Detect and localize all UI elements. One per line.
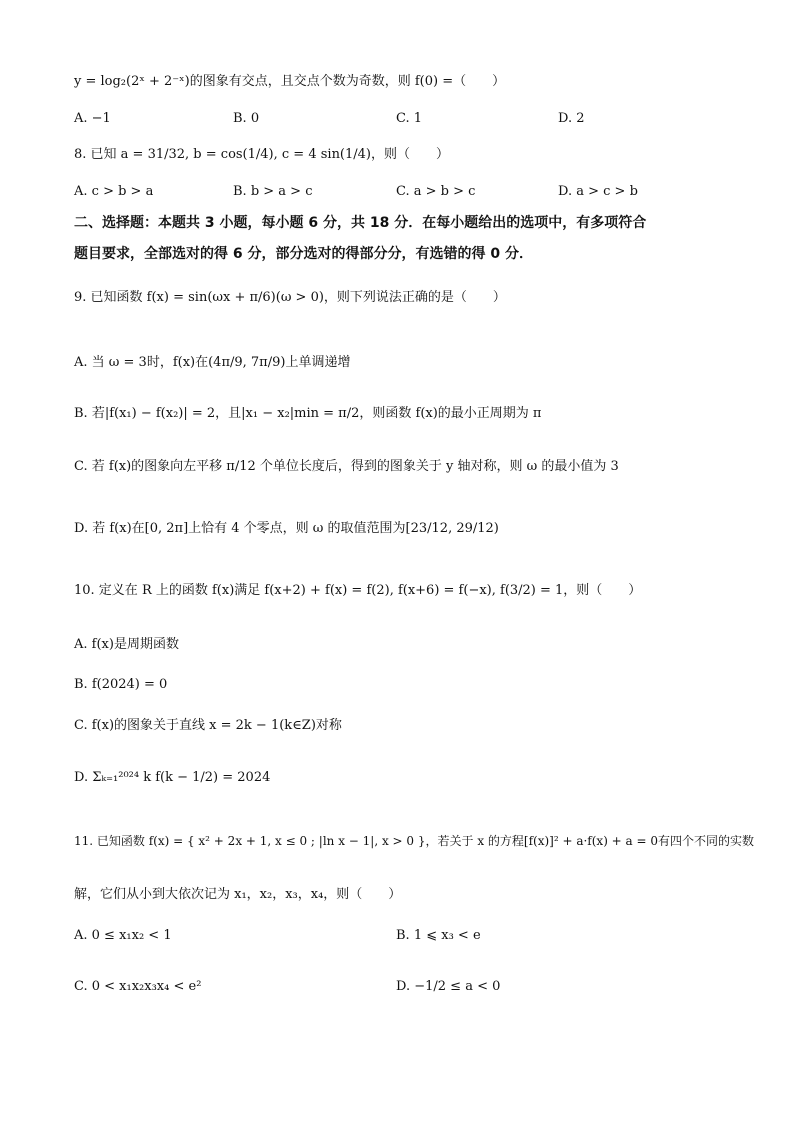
q9-option-a: A. 当 ω = 3时，f(x)在(4π/9, 7π/9)上单调递增: [74, 355, 351, 370]
q11-option-a: A. 0 ≤ x₁x₂ < 1: [74, 928, 172, 943]
q11-option-d: D. −1/2 ≤ a < 0: [396, 979, 501, 994]
q8-option-b: B. b > a > c: [233, 184, 313, 199]
q10-stem: 10. 定义在 R 上的函数 f(x)满足 f(x+2) + f(x) = f(2), f(x+6) = f(−x), f(3/2) = 1，则（ ）: [74, 583, 642, 598]
q10-option-d: D. Σₖ₌₁²⁰²⁴ k f(k − 1/2) = 2024: [74, 770, 271, 785]
q7-stem-line: y = log₂(2ˣ + 2⁻ˣ)的图象有交点，且交点个数为奇数，则 f(0) =（ ）: [74, 74, 506, 89]
q11-option-b: B. 1 ⩽ x₃ < e: [396, 928, 481, 943]
q7-option-d: D. 2: [558, 111, 585, 126]
q10-option-a: A. f(x)是周期函数: [74, 637, 179, 652]
q7-option-c: C. 1: [396, 111, 423, 126]
q8-stem: 8. 已知 a = 31/32, b = cos(1/4), c = 4 sin(1/4)，则（ ）: [74, 147, 450, 162]
q11-option-c: C. 0 < x₁x₂x₃x₄ < e²: [74, 979, 202, 994]
q8-option-c: C. a > b > c: [396, 184, 476, 199]
q10-option-b: B. f(2024) = 0: [74, 677, 168, 692]
section-two-heading-line1: 二、选择题：本题共 3 小题，每小题 6 分，共 18 分．在每小题给出的选项中，有多项符合: [74, 215, 647, 231]
q9-option-c: C. 若 f(x)的图象向左平移 π/12 个单位长度后，得到的图象关于 y 轴对称，则 ω 的最小值为 3: [74, 459, 619, 474]
q10-option-c: C. f(x)的图象关于直线 x = 2k − 1(k∈Z)对称: [74, 718, 342, 733]
q11-stem-line2: 解，它们从小到大依次记为 x₁，x₂，x₃，x₄，则（ ）: [74, 887, 402, 902]
section-two-heading-line2: 题目要求，全部选对的得 6 分，部分选对的得部分分，有选错的得 0 分．: [74, 246, 533, 262]
q7-option-a: A. −1: [74, 111, 111, 126]
q9-option-d: D. 若 f(x)在[0, 2π]上恰有 4 个零点，则 ω 的取值范围为[23/12, 29/12): [74, 521, 499, 536]
q8-option-a: A. c > b > a: [74, 184, 154, 199]
q11-stem: 11. 已知函数 f(x) = { x² + 2x + 1, x ≤ 0 ; |ln x − 1|, x > 0 }，若关于 x 的方程[f(x)]² + a·f(x) + a = 0有四个不同的实数: [74, 834, 755, 848]
q7-option-b: B. 0: [233, 111, 260, 126]
q8-option-d: D. a > c > b: [558, 184, 638, 199]
q9-stem: 9. 已知函数 f(x) = sin(ωx + π/6)(ω > 0)，则下列说法正确的是（ ）: [74, 290, 506, 305]
q9-option-b: B. 若|f(x₁) − f(x₂)| = 2，且|x₁ − x₂|min = π/2，则函数 f(x)的最小正周期为 π: [74, 406, 542, 421]
